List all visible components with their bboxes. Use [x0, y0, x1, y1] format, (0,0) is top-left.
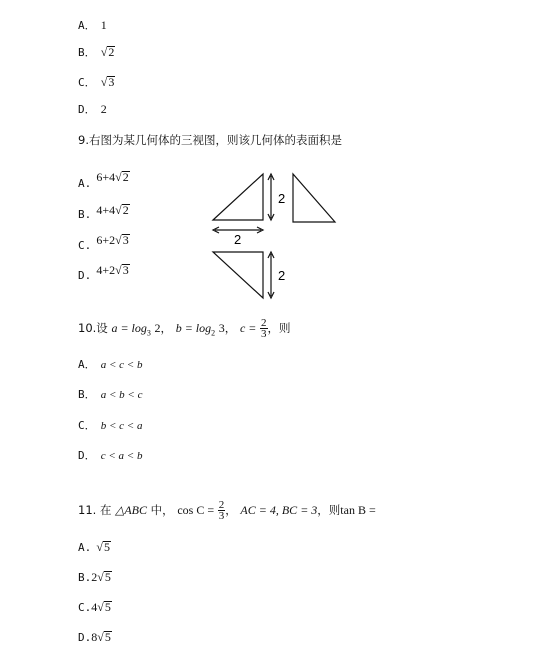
- three-view-figure: [205, 170, 345, 305]
- option-coef: 4: [91, 600, 98, 614]
- option-value: c < a < b: [100, 450, 143, 462]
- sqrt-sign: √: [96, 540, 103, 554]
- tan-expr: tan B =: [340, 503, 376, 517]
- sqrt-sign: √: [115, 170, 122, 184]
- side-lengths: AC = 4, BC = 3: [240, 503, 318, 517]
- q11-option-a: [78, 536, 111, 555]
- option-label: C.: [78, 601, 92, 614]
- cos-expr: cos C =: [177, 503, 215, 517]
- q11-prompt: 11. 在 △ABC 中， cos C = $\frac{2}{3}$ ， AC = 4, BC = 3，则tan B =: [78, 499, 376, 522]
- option-label: B.: [78, 571, 92, 584]
- b-expr: b = log: [175, 321, 212, 335]
- q9-option-a: [78, 172, 130, 191]
- sqrt-sign: √: [115, 263, 122, 277]
- b-arg: 3: [218, 321, 225, 335]
- option-coef: 6+4: [96, 170, 116, 184]
- cos-denominator: 3: [218, 510, 225, 522]
- option-label: C.: [78, 239, 92, 252]
- top-height-label: 2: [278, 268, 286, 283]
- q9-option-d: [78, 264, 130, 283]
- q8-option-c: [78, 71, 115, 90]
- radicand: 2: [122, 170, 129, 184]
- q9-prompt: 9.右图为某几何体的三视图，则该几何体的表面积是: [78, 133, 342, 147]
- cos-numerator: 2: [218, 499, 225, 511]
- radicand: 5: [104, 570, 111, 584]
- option-label: D．: [78, 103, 96, 116]
- option-label: C．: [78, 419, 96, 432]
- q10-option-b: [78, 383, 142, 402]
- option-label: A．: [78, 358, 96, 371]
- option-label: A.: [78, 541, 92, 554]
- c-denominator: 3: [261, 328, 267, 340]
- c-numerator: 2: [261, 317, 267, 329]
- front-view: [213, 174, 274, 233]
- sqrt-sign: √: [97, 570, 104, 584]
- side-view-triangle: [293, 174, 335, 222]
- option-label: D.: [78, 269, 92, 282]
- q10-prompt: 10.设 $a = \log_3 2$， $b = \log_2 3$， c = $\frac{2}{3}$ ，则: [78, 317, 291, 340]
- sqrt-sign: √: [97, 630, 104, 644]
- option-coef: 4+2: [96, 263, 116, 277]
- radicand: 5: [104, 630, 111, 644]
- radicand: 2: [108, 45, 115, 59]
- radicand: 2: [122, 203, 129, 217]
- front-height-label: 2: [278, 191, 286, 206]
- q11-option-d: [78, 626, 112, 645]
- q8-option-b: [78, 41, 115, 60]
- option-label: C．: [78, 76, 96, 89]
- option-coef: 2: [91, 570, 98, 584]
- a-arg: 2: [154, 321, 161, 335]
- q10-prefix: 10.设: [78, 321, 108, 335]
- q8-option-d: [78, 98, 107, 117]
- q10-option-c: [78, 414, 142, 433]
- top-view-triangle: [213, 252, 263, 298]
- option-label: D．: [78, 449, 96, 462]
- option-label: B．: [78, 46, 96, 59]
- triangle-abc: △ABC: [115, 503, 148, 517]
- option-label: B．: [78, 388, 96, 401]
- radicand: 3: [122, 233, 129, 247]
- a-base: 3: [146, 328, 151, 338]
- option-coef: 6+2: [96, 233, 116, 247]
- radicand: 5: [103, 540, 110, 554]
- option-label: A．: [78, 19, 96, 32]
- sqrt-sign: √: [115, 203, 122, 217]
- q11-tail-prefix: ，则: [317, 503, 341, 517]
- option-label: A.: [78, 177, 92, 190]
- option-value: a < c < b: [100, 359, 143, 371]
- c-expr: c =: [239, 321, 257, 335]
- option-value: b < c < a: [100, 420, 143, 432]
- a-expr: a = log: [111, 321, 147, 335]
- side-view: [293, 174, 335, 222]
- q10-suffix: ，则: [267, 321, 291, 335]
- b-base: 2: [211, 328, 216, 338]
- radicand: 3: [122, 263, 129, 277]
- sqrt-sign: √: [97, 600, 104, 614]
- q11-option-b: [78, 566, 112, 585]
- option-label: B.: [78, 208, 92, 221]
- front-width-label: 2: [234, 232, 242, 247]
- q9-option-c: [78, 234, 130, 253]
- q11-option-c: [78, 596, 112, 615]
- option-value: a < b < c: [100, 389, 143, 401]
- option-value: 1: [100, 18, 107, 32]
- radicand: 5: [104, 600, 111, 614]
- sqrt-sign: √: [100, 75, 108, 89]
- radicand: 3: [108, 75, 115, 89]
- option-value: 2: [100, 102, 107, 116]
- q8-option-a: [78, 14, 107, 33]
- option-label: D.: [78, 631, 92, 644]
- q11-prefix: 11. 在: [78, 503, 112, 517]
- q10-option-d: [78, 444, 142, 463]
- q10-option-a: [78, 353, 142, 372]
- q11-mid: 中，: [147, 503, 174, 517]
- sqrt-sign: √: [115, 233, 122, 247]
- top-view: [213, 252, 274, 298]
- q9-option-b: [78, 203, 130, 222]
- sqrt-sign: √: [100, 45, 108, 59]
- option-coef: 8: [91, 630, 98, 644]
- front-view-triangle: [213, 174, 263, 220]
- option-coef: 4+4: [96, 203, 116, 217]
- c-fraction: [260, 318, 268, 339]
